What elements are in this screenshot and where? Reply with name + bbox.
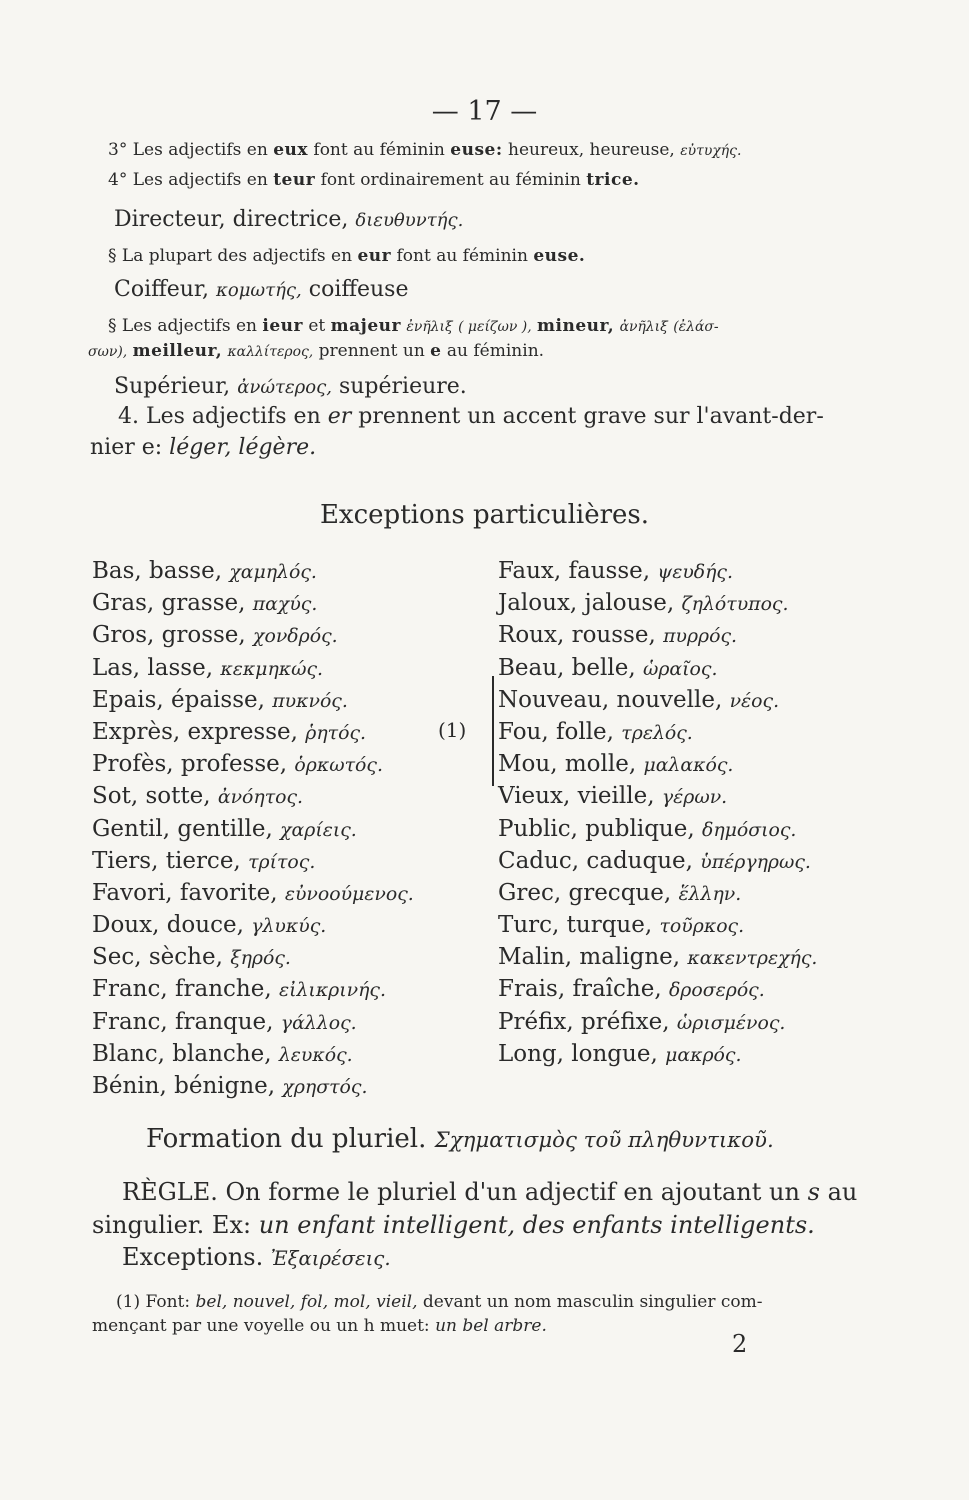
- french-adjective: Malin, maligne,: [498, 944, 681, 971]
- rule-text: nier e:: [90, 435, 163, 460]
- greek-word: δημόσιος.: [701, 818, 797, 841]
- example-superieur: [114, 374, 467, 399]
- greek-word: ὡραῖος.: [642, 657, 718, 680]
- greek-word: διευθυντής.: [355, 210, 464, 231]
- note-text: font au féminin: [396, 246, 528, 266]
- sheet-number: 2: [732, 1330, 748, 1358]
- rule-3-line: [108, 140, 741, 160]
- note-ieur-line-2: [88, 341, 544, 361]
- greek-word: κακεντρεχής.: [687, 947, 818, 970]
- rule-4-line: [108, 170, 640, 190]
- greek-word: ἕλλην.: [678, 882, 742, 905]
- french-adjective: Caduc, caduque,: [498, 847, 693, 874]
- footnote-text: devant un nom masculin singulier com-: [422, 1292, 763, 1312]
- french-adjective: Beau, belle,: [498, 654, 636, 681]
- note-suffix: ieur: [262, 316, 303, 336]
- right-column-row: [498, 558, 817, 590]
- footnote-marker: (1): [438, 718, 467, 742]
- french-adjective: Turc, turque,: [498, 912, 653, 939]
- greek-word: καλλίτερος,: [227, 344, 314, 360]
- french-adjective: Sec, sèche,: [92, 944, 223, 971]
- french-adjective: Favori, favorite,: [92, 879, 278, 906]
- note-ieur-line-1: [108, 316, 719, 336]
- french-adjective: Jaloux, jalouse,: [498, 590, 675, 617]
- french-adjective: Gras, grasse,: [92, 590, 246, 617]
- greek-word: ἐνῆλιξ: [406, 319, 453, 335]
- greek-word: μαλακός.: [643, 754, 734, 777]
- french-adjective: Gros, grosse,: [92, 622, 246, 649]
- rule-er-line-1: [118, 404, 824, 429]
- greek-word: γλυκύς.: [251, 915, 327, 938]
- left-column-row: [92, 1009, 414, 1041]
- regle-text: On forme le pluriel d'un adjectif en ajoutant un: [225, 1178, 800, 1206]
- footnote-line-1: [116, 1292, 762, 1312]
- pluriel-heading: [146, 1124, 774, 1154]
- right-column-row: [498, 880, 817, 912]
- example-text: supérieure.: [338, 374, 467, 399]
- left-column-row: [92, 590, 414, 622]
- left-column: [92, 558, 414, 1105]
- french-adjective: Fou, folle,: [498, 718, 614, 745]
- regle-text: singulier. Ex:: [92, 1211, 252, 1239]
- rule-number: 3°: [108, 140, 128, 160]
- left-column-row: [92, 976, 414, 1008]
- rule-example: heureux, heureuse,: [508, 140, 675, 160]
- page-number: — 17 —: [431, 96, 538, 127]
- note-text: au féminin.: [446, 341, 545, 361]
- french-adjective: Vieux, vieille,: [498, 783, 655, 810]
- right-column-row: [498, 1009, 817, 1041]
- footnote-text: mençant par une voyelle ou un h muet:: [92, 1316, 430, 1336]
- greek-word: χαμηλός.: [229, 561, 317, 583]
- greek-word: (ἐλάσ-: [673, 319, 719, 335]
- greek-word: ῥητός.: [305, 721, 367, 744]
- french-adjective: Doux, douce,: [92, 912, 244, 939]
- section-sign: §: [108, 316, 117, 336]
- french-adjective: Las, lasse,: [92, 654, 214, 681]
- left-column-row: [92, 880, 414, 912]
- right-column-row: [498, 719, 817, 751]
- rule-text: 4. Les adjectifs en: [118, 404, 321, 429]
- example-text: coiffeuse: [308, 277, 409, 302]
- french-adjective: Faux, fausse,: [498, 558, 651, 584]
- left-column-row: [92, 783, 414, 815]
- rule-text: font au féminin: [313, 140, 445, 160]
- greek-word: χαρίεις.: [280, 818, 357, 841]
- regle-line-1: [122, 1178, 857, 1206]
- left-column-row: [92, 622, 414, 654]
- note-eur: [108, 246, 585, 266]
- french-adjective: Grec, grecque,: [498, 879, 672, 906]
- heading-text: Formation du pluriel.: [146, 1124, 427, 1154]
- brace-icon: [492, 676, 494, 786]
- greek-word: ἀνῆλιξ: [619, 319, 668, 335]
- right-column-row: [498, 590, 817, 622]
- greek-word: τρελός.: [621, 721, 693, 744]
- french-adjective: Franc, franque,: [92, 1008, 274, 1035]
- exceptions-label: Exceptions.: [122, 1243, 264, 1271]
- greek-word: ἀνώτερος,: [237, 377, 332, 398]
- footnote-line-2: [92, 1316, 547, 1336]
- french-adjective: Blanc, blanche,: [92, 1040, 272, 1067]
- greek-word: ἀνόητος.: [217, 786, 304, 809]
- left-column-row: [92, 558, 414, 590]
- greek-word: ζηλότυπος.: [681, 593, 789, 616]
- french-adjective: Mou, molle,: [498, 751, 637, 778]
- footnote-list: bel, nouvel, fol, mol, vieil,: [195, 1292, 418, 1312]
- left-column-row: [92, 848, 414, 880]
- french-adjective: Gentil, gentille,: [92, 815, 273, 842]
- left-column-row: [92, 655, 414, 687]
- rule-suffix: teur: [273, 170, 316, 190]
- greek-word: Σχηματισμὸς τοῦ πληθυντικοῦ.: [434, 1128, 774, 1153]
- greek-word: χονδρός.: [253, 625, 338, 648]
- greek-word: γέρων.: [661, 786, 728, 809]
- example-coiffeur: [114, 277, 408, 302]
- greek-word: πυκνός.: [272, 689, 348, 712]
- note-suffix: majeur: [330, 316, 401, 336]
- french-adjective: Public, publique,: [498, 815, 695, 842]
- example-directeur: [114, 207, 463, 232]
- french-adjective: Frais, fraîche,: [498, 976, 662, 1003]
- french-adjective: Nouveau, nouvelle,: [498, 686, 723, 713]
- exceptions-heading: Exceptions particulières.: [319, 500, 650, 530]
- note-text: prennent un: [318, 341, 425, 361]
- right-column-row: [498, 1041, 817, 1073]
- greek-word: λευκός.: [278, 1043, 353, 1066]
- example-text: Coiffeur,: [114, 277, 210, 302]
- left-column-row: [92, 1041, 414, 1073]
- note-suffix: eur: [357, 246, 392, 266]
- french-adjective: Préfix, préfixe,: [498, 1008, 670, 1035]
- rule-text: Les adjectifs en: [132, 170, 268, 190]
- rule-suffix: trice.: [586, 170, 640, 190]
- greek-word: δροσερός.: [668, 979, 765, 1002]
- french-adjective: Exprès, expresse,: [92, 718, 298, 745]
- rule-text: font ordinairement au féminin: [320, 170, 581, 190]
- greek-word: ὑπέργηρως.: [700, 850, 811, 873]
- greek-word: πυρρός.: [663, 625, 738, 648]
- greek-word: ( μείζων ),: [458, 319, 532, 335]
- note-text: Les adjectifs en: [121, 316, 257, 336]
- footnote-text: Font:: [145, 1292, 191, 1312]
- rule-er-line-2: [90, 435, 316, 460]
- greek-word: τοῦρκος.: [659, 915, 745, 938]
- greek-word: παχύς.: [252, 593, 318, 616]
- greek-word: ξηρός.: [230, 947, 291, 970]
- right-column-row: [498, 655, 817, 687]
- greek-word: χρηστός.: [282, 1076, 368, 1098]
- right-column-row: [498, 912, 817, 944]
- left-column-row: [92, 912, 414, 944]
- note-text: et: [308, 316, 326, 336]
- french-adjective: Tiers, tierce,: [92, 847, 241, 874]
- french-adjective: Franc, franche,: [92, 976, 272, 1003]
- right-column-row: [498, 783, 817, 815]
- greek-word: ὁρκωτός.: [294, 754, 383, 777]
- french-adjective: Roux, rousse,: [498, 622, 656, 649]
- greek-word: ὡρισμένος.: [676, 1011, 786, 1034]
- greek-word: ψευδής.: [657, 561, 733, 583]
- rule-suffix: euse:: [450, 140, 503, 160]
- regle-text: au: [827, 1178, 858, 1206]
- greek-word: κομωτής,: [216, 280, 302, 301]
- left-column-row: [92, 687, 414, 719]
- greek-word: εἰλικρινής.: [278, 979, 386, 1002]
- greek-word: εὐνοούμενος.: [284, 882, 414, 905]
- regle-text: s: [807, 1178, 820, 1206]
- french-adjective: Sot, sotte,: [92, 783, 211, 810]
- greek-word: μακρός.: [665, 1043, 742, 1066]
- greek-word: κεκμηκώς.: [220, 657, 324, 680]
- rule-text: prennent un accent grave sur l'avant-der-: [358, 404, 824, 429]
- rule-example: léger, légère.: [169, 435, 317, 460]
- french-adjective: Epais, épaisse,: [92, 686, 265, 713]
- footnote-example: un bel arbre.: [435, 1316, 547, 1336]
- regle-label: RÈGLE.: [122, 1178, 218, 1206]
- exceptions-line: [122, 1243, 391, 1271]
- right-column-row: [498, 976, 817, 1008]
- right-column-row: [498, 622, 817, 654]
- french-adjective: Bas, basse,: [92, 558, 223, 584]
- rule-suffix: eux: [273, 140, 308, 160]
- left-column-row: [92, 751, 414, 783]
- right-column-row: [498, 944, 817, 976]
- right-column: [498, 558, 817, 1073]
- left-column-row: [92, 816, 414, 848]
- french-adjective: Profès, professe,: [92, 751, 288, 778]
- note-suffix: meilleur,: [132, 341, 223, 361]
- note-text: La plupart des adjectifs en: [121, 246, 353, 266]
- note-suffix: euse.: [533, 246, 586, 266]
- right-column-row: [498, 848, 817, 880]
- greek-word: σων),: [88, 344, 128, 360]
- french-adjective: Bénin, bénigne,: [92, 1073, 276, 1099]
- note-suffix: e: [430, 341, 442, 361]
- rule-suffix: er: [327, 404, 352, 429]
- greek-word: τρίτος.: [248, 850, 316, 873]
- example-text: Directeur, directrice,: [114, 207, 349, 232]
- regle-example: un enfant intelligent, des enfants intelligents.: [258, 1211, 815, 1239]
- french-adjective: Long, longue,: [498, 1040, 658, 1067]
- greek-word: Ἐξαιρέσεις.: [270, 1247, 391, 1270]
- example-text: Supérieur,: [114, 374, 231, 399]
- regle-line-2: [92, 1211, 815, 1239]
- left-column-row: [92, 944, 414, 976]
- left-column-row: [92, 719, 414, 751]
- greek-word: γάλλος.: [280, 1011, 357, 1034]
- section-sign: §: [108, 246, 117, 266]
- left-column-row: [92, 1073, 414, 1105]
- footnote-marker: (1): [116, 1292, 141, 1312]
- right-column-row: [498, 687, 817, 719]
- rule-text: Les adjectifs en: [132, 140, 268, 160]
- rule-number: 4°: [108, 170, 128, 190]
- right-column-row: [498, 751, 817, 783]
- right-column-row: [498, 816, 817, 848]
- greek-word: εὐτυχής.: [680, 143, 742, 159]
- note-suffix: mineur,: [537, 316, 615, 336]
- greek-word: νέος.: [729, 689, 780, 712]
